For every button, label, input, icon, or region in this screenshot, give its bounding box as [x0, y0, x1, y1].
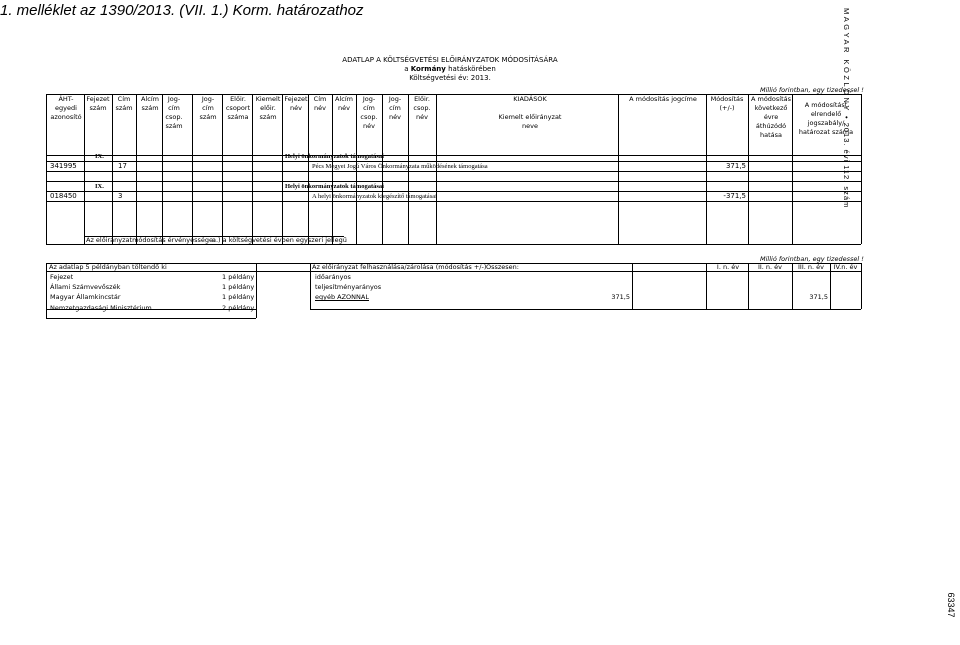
table-row-group-fejezet: IX. — [95, 183, 104, 190]
usage-total: 371,5 — [611, 293, 630, 301]
quarter-3: III. n. év — [798, 263, 824, 271]
list-item: egyéb AZONNAL — [315, 293, 369, 301]
list-item: Nemzetgazdasági Minisztérium — [50, 304, 152, 312]
col-modositas-jogcime: A módosítás jogcíme — [629, 95, 697, 103]
col-fejezet-nev: Fejezet név — [284, 95, 308, 112]
list-item: teljesítményarányos — [315, 283, 382, 291]
table-row-aht: 018450 — [50, 192, 77, 200]
usage-q3: 371,5 — [809, 293, 828, 301]
table-row-value: -371,5 — [723, 192, 746, 200]
col-kiadasok: KIADÁSOK — [513, 95, 547, 103]
table-row-name: A helyi önkormányzatok kiegészítő támogatásai — [312, 193, 437, 200]
list-item: Fejezet — [50, 273, 74, 281]
col-jogcim-nev: Jog- cím név — [388, 95, 402, 121]
page-number: 63347 — [946, 592, 956, 618]
col-eloir-csoport: Előir. csoport száma — [225, 95, 251, 121]
list-item: 1 példány — [222, 273, 255, 281]
col-cim-nev: Cím név — [313, 95, 327, 112]
list-item: Magyar Államkincstár — [50, 293, 121, 301]
col-jogcim: Jog- cím szám — [199, 95, 217, 121]
unit-note-top: Millió forintban, egy tizedessel ! — [760, 86, 864, 94]
table-row-value: 371,5 — [725, 162, 746, 170]
unit-note-bottom: Millió forintban, egy tizedessel ! — [760, 255, 864, 263]
table-row-aht: 341995 — [50, 162, 77, 170]
list-item: 1 példány — [222, 283, 255, 291]
journal-banner: MAGYAR KÖZLÖNY • 2013. évi 112. szám — [841, 8, 851, 209]
validity-value: a.) a költségvetési évben egyszeri jellegű — [212, 236, 347, 244]
form-title-line1: ADATLAP A KÖLTSÉGVETÉSI ELŐIRÁNYZATOK MÓDOSÍTÁSÁRA — [342, 56, 558, 64]
col-elrendelo: A módosítást elrendelő jogszabály/ határozat száma — [798, 101, 854, 136]
col-kiemelt-eloiranyzat: Kiemelt előirányzat neve — [498, 113, 562, 130]
col-cim: Cím szám — [115, 95, 133, 112]
page-heading: 1. melléklet az 1390/2013. (VII. 1.) Korm. határozathoz — [0, 2, 364, 19]
table-row-cim: 17 — [118, 162, 127, 170]
col-kiemelt: Kiemelt előir. szám — [255, 95, 281, 121]
table-row-group-name: Helyi önkormányzatok támogatásai — [285, 183, 384, 190]
table-row-cim: 3 — [118, 192, 123, 200]
table-row-name: Pécs Megyei Jogú Város Önkormányzata működésének támogatása — [312, 163, 488, 170]
copies-header: Az adatlap 5 példányban töltendő ki — [49, 263, 167, 271]
col-jogcim-csop-nev: Jog- cím csop. név — [360, 95, 378, 130]
col-aht: ÁHT- egyedi azonosító — [50, 95, 82, 121]
quarter-4: IV.n. év — [833, 263, 858, 271]
col-alcim: Alcím szám — [141, 95, 159, 112]
col-alcim-nev: Alcím név — [335, 95, 353, 112]
list-item: 1 példány — [222, 293, 255, 301]
quarter-1: I. n. év — [716, 263, 740, 271]
validity-label: Az előirányzatmódosítás érvényessége: — [86, 236, 216, 244]
col-jogcim-csop: Jog- cím csop. szám — [165, 95, 183, 130]
col-modositas: Módosítás (+/-) — [710, 95, 744, 112]
table-row-group-fejezet: IX. — [95, 153, 104, 160]
col-kovetkezo-ev: A módosítás következő évre áthúzódó hatása — [750, 95, 792, 139]
list-item: időarányos — [315, 273, 351, 281]
form-title — [330, 56, 570, 83]
list-item: Állami Számvevőszék — [50, 283, 121, 291]
total-label: Összesen: — [486, 263, 519, 271]
col-fejezet: Fejezet szám — [86, 95, 110, 112]
list-item: 2 példány — [222, 304, 255, 312]
form-title-line2: a Kormány hatáskörében — [404, 65, 496, 73]
form-title-line3: Költségvetési év: 2013. — [409, 74, 491, 82]
quarter-2: II. n. év — [757, 263, 783, 271]
usage-header: Az előirányzat felhasználása/zárolása (módosítás +/-) — [312, 263, 487, 271]
table-row-group-name: Helyi önkormányzatok támogatásai — [285, 153, 384, 160]
col-eloir-nev: Előir. csop. név — [413, 95, 431, 121]
